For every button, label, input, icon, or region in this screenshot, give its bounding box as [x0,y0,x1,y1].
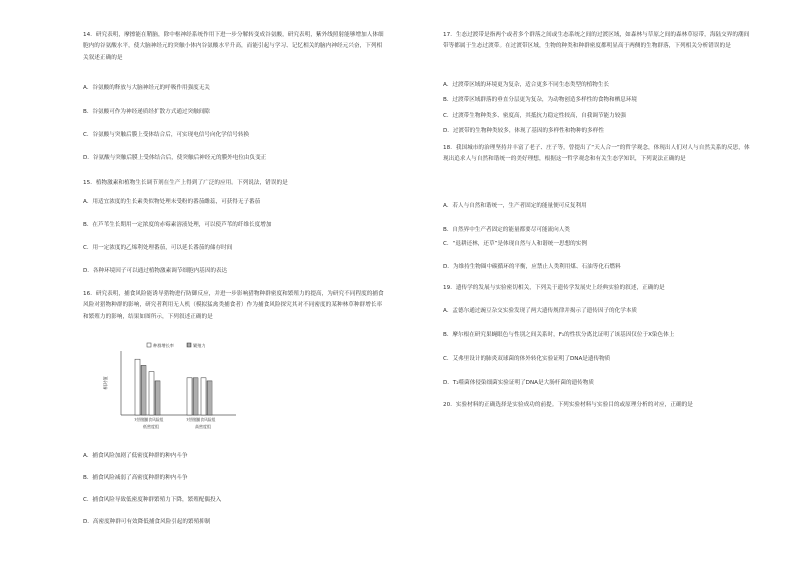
question-17-option-a: A．过渡带区域的环境更为复杂，适合更多不同生态类型的植物生长 [443,82,610,88]
question-15-option-a: A．用适宜浓度的生长素类似物处理未受粉的番茄雌蕊，可获得无子番茄 [83,199,261,205]
question-18-option-b: B．自然界中生产者固定的能量都要尽可能流向人类 [443,227,570,233]
question-18-stem: 18．我国城市的治理坚持并丰富了老子、庄子等，曾提出了“天人合一”的哲学观念，体现出人们对人与自然关系的反思，体现出追求人与自然和谐统一的美好理想，根据这一哲学观念和有关生态学知识，下列说法正确的是 [443,145,750,163]
question-16-stem: 16．研究表明，捕食风险能诱导猎物进行防御反应，并进一步影响猎物种群密度和繁殖力的提高，为研究不同程度的捕食风险对猎物种群的影响，研究者利用无人机（模拟猛禽类捕食者）作为捕食风险探究其对不同密度的某种林草种群增长率和繁殖力的影响，结果如图所示，下列叙述正确的是 [83,291,384,320]
question-16-option-a: A．捕食风险加剧了低密度种群的种内斗争 [83,453,188,459]
question-19-option-b: B．摩尔根在研究果蝇眼色与性别之间关系时，F₁的性状分离比证明了该基因仅位于X染色体上 [443,332,675,338]
question-15-stem: 15．植物激素和植物生长调节剂在生产上得到了广泛的应用。下列说法，错误的是 [83,180,288,186]
question-19-stem: 19．遗传学的发展与实验密切相关，下列关于遗传学发展史上经典实验的叙述，正确的是 [443,285,665,291]
bar-chart [99,339,249,467]
legend-label-growth: 种群增长率 [153,343,174,348]
bar-fertility-0 [141,365,146,415]
question-14-option-c: C．谷氨酸与突触后膜上受体结合后，可实现电信号向化学信号转换 [83,132,250,138]
x-tick-label-0: 对照组 [134,417,146,422]
x-tick-label-2: 对照组 [186,417,198,422]
legend-swatch-fertility [187,343,191,347]
bar-fertility-2 [193,378,198,415]
bar-growth-3 [201,378,206,415]
question-14-stem: 14．研究表明，摩擦能在鞘脑，除中枢神经系统作用下进一步分解转变成谷氨酸，研究表明，紫外线照射能够增加人体细胞内的谷氨酸水平，使大脑神经元的突触小体内谷氨酸水平升高，而能引起与学习、记忆相关的脑内神经元兴奋，下列相关叙述正确的是 [83,32,384,61]
legend-swatch-growth [147,343,151,347]
question-16-option-c: C．捕食风险导致低密度种群繁殖力下降，繁殖配偶投入 [83,497,222,503]
question-14-option-d: D．谷氨酸与突触后膜上受体结合后，使突触后神经元的膜外电位由负变正 [83,155,267,161]
question-19-option-c: C．艾弗里设计的肺炎双球菌的体外转化实验证明了DNA是遗传物质 [443,356,611,362]
question-18-option-c: C．“退耕还林，还草”是体现自然与人和谐统一思想的实例 [443,241,587,247]
question-15-option-d: D．各种环境因子可以通过植物激素调节细胞内基因的表达 [83,268,228,274]
bar-growth-2 [187,378,192,415]
question-15-option-b: B．在芦苇生长期用一定浓度的赤霉素溶液处理，可以使芦苇的纤维长度增加 [83,222,272,228]
x-tick-label-3: 捕食风险组 [196,417,216,422]
group-label-low: 低密度组 [143,424,159,429]
question-17-option-d: D．过渡带的生物种类较多，体现了基因的多样性和物种的多样性 [443,128,604,134]
question-14-option-b: B．谷氨酸可作为神经递质经扩散方式通过突触间隙 [83,109,210,115]
question-17-option-c: C．过渡带生物种类多、密度高，其抵抗力稳定性较高，自我调节能力较强 [443,113,626,119]
question-19-option-d: D．T₂噬菌体侵染细菌实验证明了DNA是大肠杆菌的遗传物质 [443,380,594,386]
x-tick-label-1: 捕食风险组 [144,417,164,422]
question-15-option-c: C．用一定浓度的乙烯利处理番茄，可以延长番茄的储存时间 [83,245,233,251]
bar-fertility-3 [207,381,212,415]
group-label-high: 高密度组 [195,424,211,429]
bar-fertility-1 [155,381,160,415]
question-18-option-d: D．为维持生物圈中碳循环的平衡，应禁止人类利用煤、石油等化石燃料 [443,264,621,270]
question-19-option-a: A．孟德尔通过豌豆杂交实验发现了两大遗传规律并揭示了遗传因子的化学本质 [443,308,638,314]
y-axis-label: 相对值 [104,376,109,390]
bar-chart-svg [99,339,249,439]
bar-growth-1 [149,372,154,415]
legend-label-fertility: 繁殖力 [193,343,206,348]
question-18-option-a: A．若人与自然和谐统一，生产者固定的能量便可反复利用 [443,203,587,209]
bar-growth-0 [135,359,140,415]
question-14-option-a: A．谷氨酸的释放与大脑神经元的呼吸作用强度无关 [83,85,210,91]
question-17-stem: 17．生态过渡带是指两个或者多个群落之间或生态系统之间的过渡区域，如森林与草原之间的森林草原带，海陆交界的潮间带等都属于生态过渡带。在过渡带区域，生物的种类和种群密度都明显高于两侧的生物群落，下列相关分析错误的是 [443,32,750,50]
question-16-option-b: B．捕食风险减弱了高密度种群的种内斗争 [83,475,188,481]
question-17-option-b: B．过渡带区域群落的垂直分层更为复杂，为动物创造多样性的食物和栖息环境 [443,97,638,103]
question-16-option-d: D．高密度种群可有效降低捕食风险引起的繁殖抑制 [83,519,211,525]
question-20-stem: 20．实验材料的正确选择是实验成功的前提。下列实验材料与实验目的或原理分析的对应，正确的是 [443,402,693,408]
